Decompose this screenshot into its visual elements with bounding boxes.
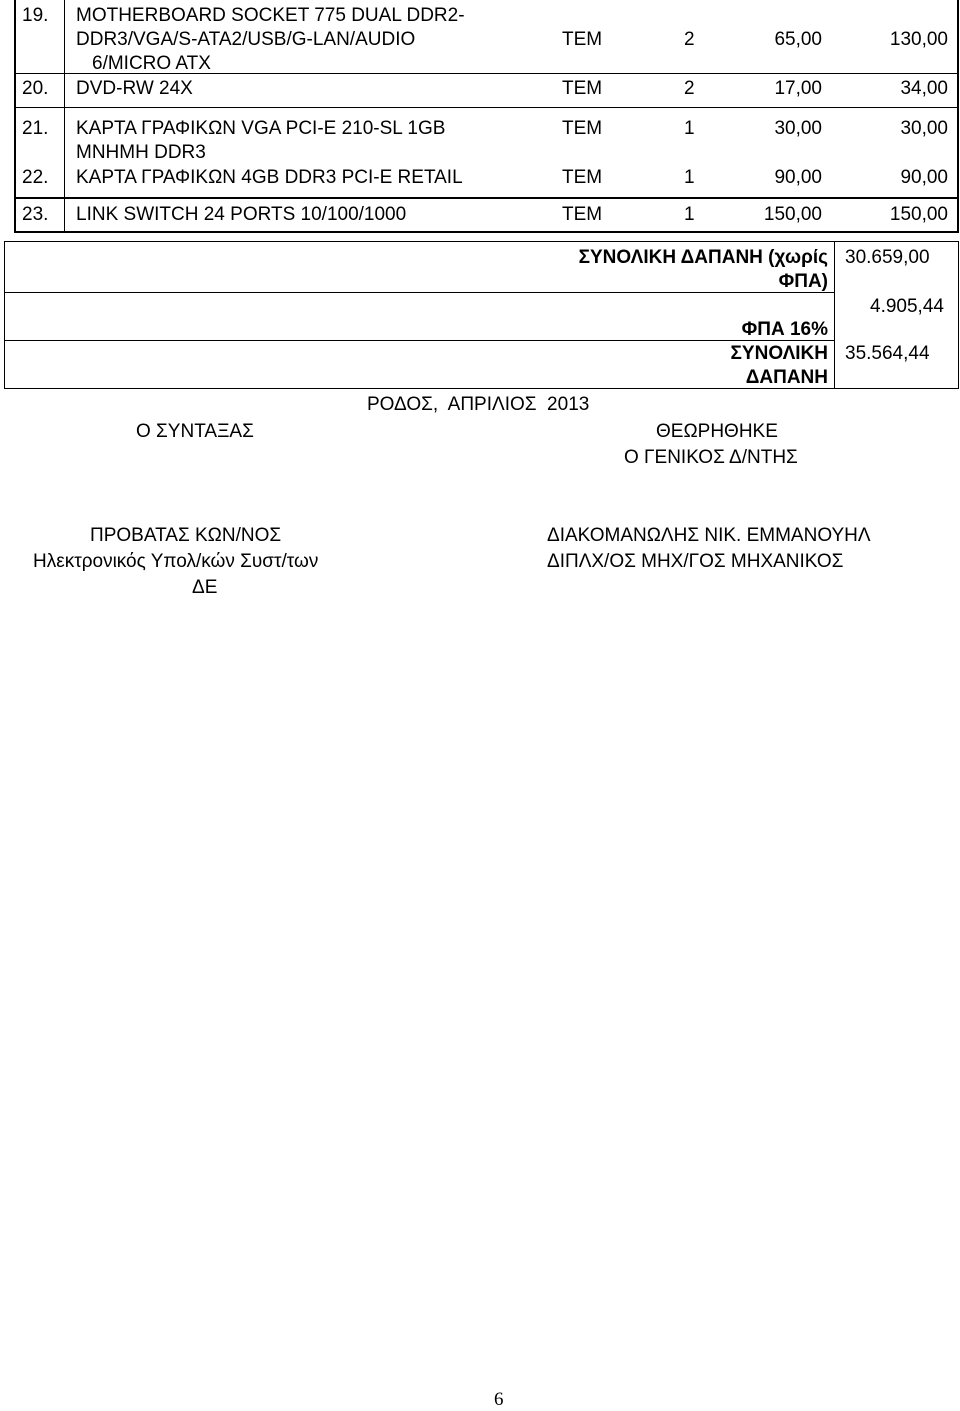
item-number: 22. <box>22 167 49 188</box>
director-role: ΔΙΠΛΧ/ΟΣ ΜΗΧ/ΓΟΣ ΜΗΧΑΝΙΚΟΣ <box>547 551 844 572</box>
approval-title: Ο ΓΕΝΙΚΟΣ Δ/ΝΤΗΣ <box>624 447 798 468</box>
summary-top-border <box>4 241 959 242</box>
item-quantity: 2 <box>684 78 695 99</box>
item-description-line: MNHMH DDR3 <box>76 142 206 163</box>
item-quantity: 1 <box>684 167 695 188</box>
item-unit: ΤΕΜ <box>562 204 603 225</box>
item-unit-price: 17,00 <box>774 78 822 99</box>
net-total-value: 30.659,00 <box>845 247 930 268</box>
item-unit: ΤΕΜ <box>562 29 603 50</box>
grand-total-value: 35.564,44 <box>845 343 930 364</box>
item-description-line: ΚΑΡΤΑ ΓΡΑΦΙΚΩΝ VGA PCI-E 210-SL 1GB <box>76 118 446 139</box>
table-row-divider <box>14 231 959 233</box>
item-unit: ΤΕΜ <box>562 78 603 99</box>
approval-title: ΘΕΩΡΗΘΗΚΕ <box>656 421 778 442</box>
item-total: 90,00 <box>900 167 948 188</box>
item-description-line: MOTHERBOARD SOCKET 775 DUAL DDR2- <box>76 5 465 26</box>
item-number: 23. <box>22 204 49 225</box>
item-number: 21. <box>22 118 49 139</box>
vat-label: ΦΠΑ 16% <box>741 319 828 340</box>
item-description-line: DVD-RW 24X <box>76 78 193 99</box>
vat-value: 4.905,44 <box>870 296 944 317</box>
summary-left-border <box>4 241 5 389</box>
item-unit-price: 90,00 <box>774 167 822 188</box>
item-number: 20. <box>22 78 49 99</box>
item-unit-price: 150,00 <box>763 204 822 225</box>
item-total: 34,00 <box>900 78 948 99</box>
author-name: ΠΡΟΒΑΤΑΣ ΚΩΝ/ΝΟΣ <box>90 525 282 546</box>
item-description-line: LINK SWITCH 24 PORTS 10/100/1000 <box>76 204 407 225</box>
item-description-line: 6/MICRO ATX <box>92 53 211 74</box>
grand-total-label: ΔΑΠΑΝΗ <box>745 367 828 388</box>
author-title: Ο ΣΥΝΤΑΞΑΣ <box>136 421 254 442</box>
author-role: Ηλεκτρονικός Υπολ/κών Συστ/των <box>33 551 319 572</box>
summary-value-divider <box>834 241 835 389</box>
net-total-label: ΣΥΝΟΛΙΚΗ ΔΑΠΑΝΗ (χωρίς <box>578 247 828 268</box>
item-unit-price: 65,00 <box>774 29 822 50</box>
item-quantity: 1 <box>684 118 695 139</box>
item-unit: ΤΕΜ <box>562 167 603 188</box>
item-description-line: DDR3/VGA/S-ATA2/USB/G-LAN/AUDIO <box>76 29 416 50</box>
summary-right-border <box>958 241 959 389</box>
page-number: 6 <box>494 1389 504 1410</box>
director-name: ΔΙΑΚΟΜΑΝΩΛΗΣ ΝΙΚ. ΕΜΜΑΝΟΥΗΛ <box>547 525 871 546</box>
item-unit-price: 30,00 <box>774 118 822 139</box>
table-row-divider <box>14 197 959 199</box>
item-quantity: 2 <box>684 29 695 50</box>
item-total: 130,00 <box>889 29 948 50</box>
table-row-divider <box>14 107 959 108</box>
item-total: 30,00 <box>900 118 948 139</box>
item-number: 19. <box>22 5 49 26</box>
item-unit: ΤΕΜ <box>562 118 603 139</box>
grand-total-label: ΣΥΝΟΛΙΚΗ <box>730 343 828 364</box>
author-role: ΔΕ <box>192 577 218 598</box>
item-quantity: 1 <box>684 204 695 225</box>
item-description-line: ΚΑΡΤΑ ΓΡΑΦΙΚΩΝ 4GB DDR3 PCI-E RETAIL <box>76 167 463 188</box>
item-total: 150,00 <box>889 204 948 225</box>
net-total-label: ΦΠΑ) <box>778 271 828 292</box>
place-date: ΡΟΔΟΣ, ΑΠΡΙΛΙΟΣ 2013 <box>367 394 590 415</box>
